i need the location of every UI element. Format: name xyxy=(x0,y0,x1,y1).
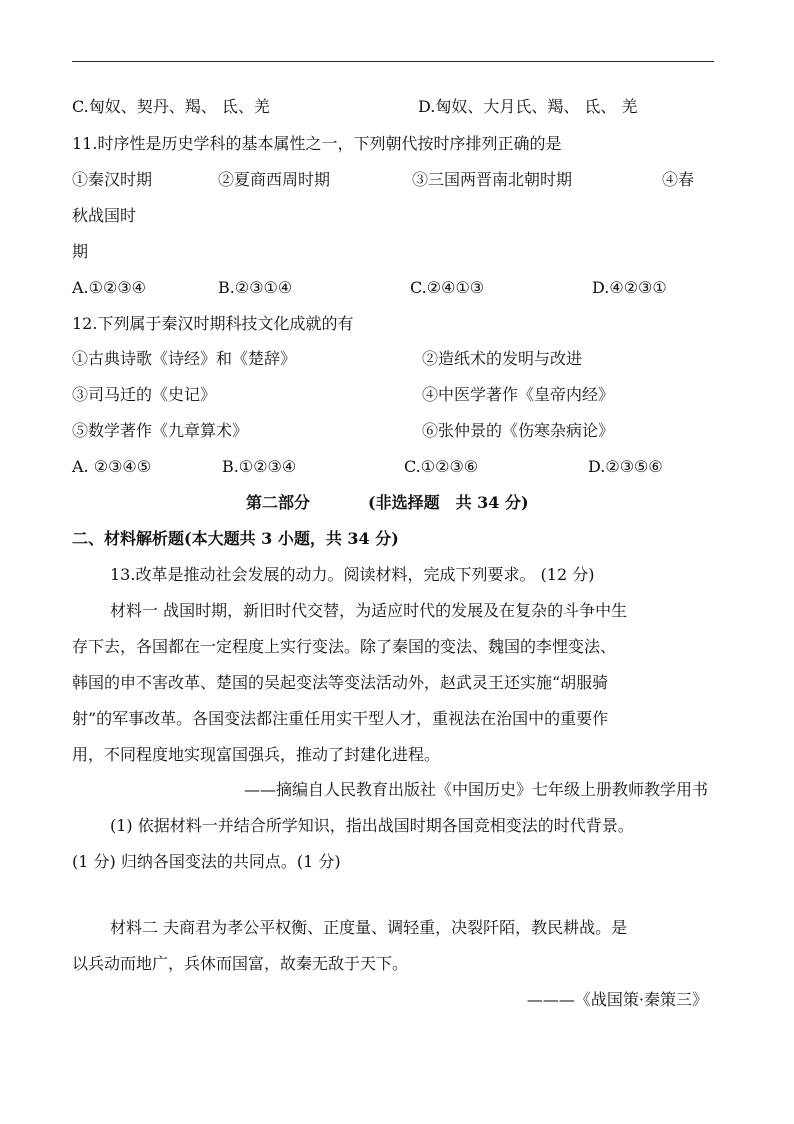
q12-stem: 12.下列属于秦汉时期科技文化成就的有 xyxy=(72,314,354,333)
q10-option-d: D.匈奴、大月氏、羯、 氐、 羌 xyxy=(418,97,638,116)
q12-option-a: A. ②③④⑤ xyxy=(72,457,152,476)
q12-item-3: ③司马迁的《史记》 xyxy=(72,385,217,404)
q10-option-c: C.匈奴、契丹、羯、 氐、羌 xyxy=(72,97,270,116)
q11-items-continued-1: 秋战国时 xyxy=(72,206,137,225)
part2-subtitle: (非选择题 共 34 分) xyxy=(368,493,529,512)
q13-material1-line-4: 射”的军事改革。各国变法都注重任用实干型人才，重视法在治国中的重要作 xyxy=(72,709,609,728)
q11-items-continued-2: 期 xyxy=(72,242,89,261)
q12-item-2: ②造纸术的发明与改进 xyxy=(422,349,583,368)
q13-stem: 13.改革是推动社会发展的动力。阅读材料，完成下列要求。 (12 分) xyxy=(110,565,595,584)
q11-option-c: C.②④①③ xyxy=(410,278,485,297)
q12-item-1: ①古典诗歌《诗经》和《楚辞》 xyxy=(72,349,297,368)
q11-option-d: D.④②③① xyxy=(592,278,667,297)
q11-item-2: ②夏商西周时期 xyxy=(218,170,331,189)
q11-item-1: ①秦汉时期 xyxy=(72,170,153,189)
q11-item-3: ③三国两晋南北朝时期 xyxy=(412,170,573,189)
q11-option-a: A.①②③④ xyxy=(72,278,147,297)
section2-heading: 二、材料解析题(本大题共 3 小题，共 34 分) xyxy=(72,529,399,548)
q13-material2-source: ———《战国策·秦策三》 xyxy=(526,990,708,1009)
q12-item-5: ⑤数学著作《九章算术》 xyxy=(72,421,249,440)
part2-title: 第二部分 xyxy=(246,493,311,512)
q12-option-b: B.①②③④ xyxy=(222,457,297,476)
q12-item-4: ④中医学著作《皇帝内经》 xyxy=(422,385,615,404)
q13-subquestion1-line-2: (1 分) 归纳各国变法的共同点。(1 分) xyxy=(72,852,341,871)
q11-item-4: ④春 xyxy=(662,170,695,189)
q11-stem: 11.时序性是历史学科的基本属性之一，下列朝代按时序排列正确的是 xyxy=(72,134,562,153)
q12-option-c: C.①②③⑥ xyxy=(404,457,479,476)
q13-material2-line-2: 以兵动而地广，兵休而国富，故秦无敌于天下。 xyxy=(72,954,409,973)
q13-material1-line-5: 用，不同程度地实现富国强兵，推动了封建化进程。 xyxy=(72,745,441,764)
q13-material1-line-2: 存下去，各国都在一定程度上实行变法。除了秦国的变法、魏国的李悝变法、 xyxy=(72,637,617,656)
q11-option-b: B.②③①④ xyxy=(218,278,293,297)
header-rule xyxy=(72,61,714,62)
q13-material1-source: ——摘编自人民教育出版社《中国历史》七年级上册教师教学用书 xyxy=(243,780,708,799)
q12-option-d: D.②③⑤⑥ xyxy=(588,457,663,476)
q12-item-6: ⑥张仲景的《伤寒杂病论》 xyxy=(422,421,615,440)
q13-material1-line-3: 韩国的申不害改革、楚国的吴起变法等变法活动外，赵武灵王还实施“胡服骑 xyxy=(72,673,609,692)
q13-material2-line-1: 材料二 夫商君为孝公平权衡、正度量、调轻重，决裂阡陌，教民耕战。是 xyxy=(110,918,628,937)
q13-subquestion1-line-1: (1) 依据材料一并结合所学知识，指出战国时期各国竞相变法的时代背景。 xyxy=(110,816,634,835)
q13-material1-line-1: 材料一 战国时期，新旧时代交替，为适应时代的发展及在复杂的斗争中生 xyxy=(110,601,628,620)
